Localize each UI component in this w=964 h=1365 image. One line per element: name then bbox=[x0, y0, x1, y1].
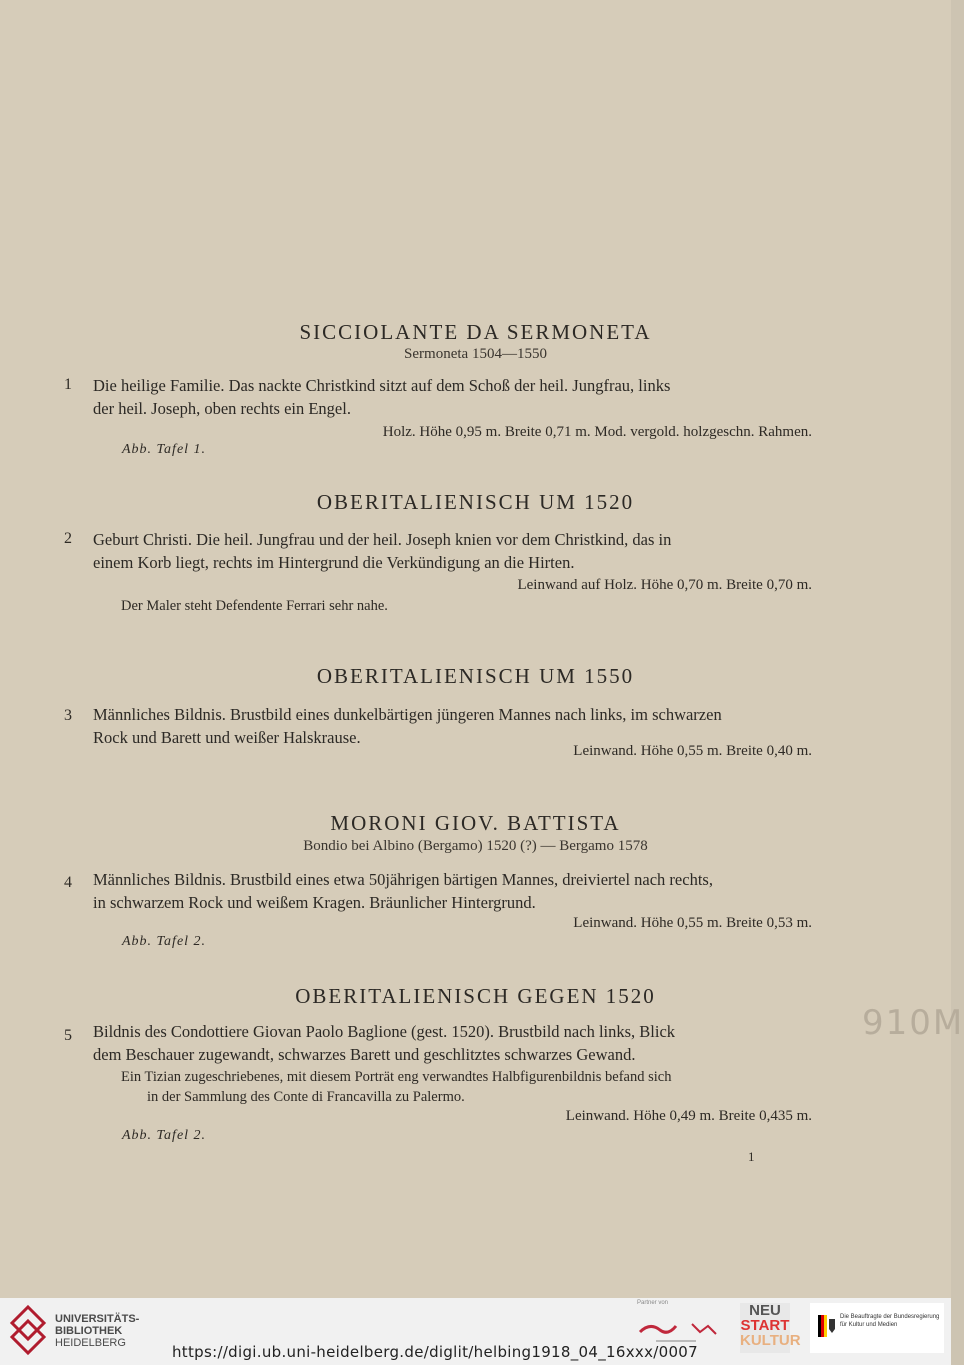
entry-text: Geburt Christi. Die heil. Jungfrau und der heil. Joseph knien vor dem Christkind, das in einem Korb liegt, rechts im Hintergrund die Verkündigung an die Hirten. bbox=[93, 530, 672, 572]
entry-meta: Leinwand auf Holz. Höhe 0,70 m. Breite 0,70 m. bbox=[517, 577, 812, 593]
entry-text: Männliches Bildnis. Brustbild eines etwa 50jährigen bärtigen Mannes, dreiviertel nach rechts, in schwarzem Rock und weißem Kragen. Bräunlicher Hintergrund. bbox=[93, 870, 713, 912]
plate-reference: Abb. Tafel 2. bbox=[122, 934, 207, 949]
permalink-url[interactable]: https://digi.ub.uni-heidelberg.de/diglit/helbing1918_04_16xxx/0007 bbox=[172, 1343, 698, 1361]
entry-meta: Leinwand. Höhe 0,55 m. Breite 0,40 m. bbox=[573, 743, 812, 759]
eagle-icon bbox=[818, 1315, 836, 1337]
entry-text: Bildnis des Condottiere Giovan Paolo Baglione (gest. 1520). Brustbild nach links, Blick dem Beschauer zugewandt, schwarzes Barett und geschlitztes schwarzes Gewand. bbox=[93, 1022, 676, 1064]
section-heading: OBERITALIENISCH GEGEN 1520 bbox=[295, 984, 656, 1008]
plate-reference: Abb. Tafel 1. bbox=[122, 442, 207, 457]
neustart-kultur-logo[interactable]: NEU START KULTUR bbox=[740, 1303, 790, 1353]
page-number: 1 bbox=[748, 1149, 755, 1164]
entry-text: Männliches Bildnis. Brustbild eines dunkelbärtigen jüngeren Mannes nach links, im schwarzen Rock und Barett und weißer Halskrause. bbox=[93, 705, 722, 747]
entry-text: Die heilige Familie. Das nackte Christkind sitzt auf dem Schoß der heil. Jungfrau, links der heil. Joseph, oben rechts ein Engel. bbox=[93, 376, 671, 418]
library-name[interactable]: UNIVERSITÄTS- BIBLIOTHEK HEIDELBERG bbox=[55, 1313, 140, 1349]
section-heading: SICCIOLANTE DA SERMONETA bbox=[299, 320, 652, 344]
entry-note: Der Maler steht Defendente Ferrari sehr nahe. bbox=[121, 598, 388, 614]
section-subheading: Bondio bei Albino (Bergamo) 1520 (?) — Bergamo 1578 bbox=[303, 838, 648, 854]
entry-number: 5 bbox=[64, 1027, 72, 1044]
university-library-logo-icon[interactable] bbox=[10, 1305, 46, 1355]
entry-note: Ein Tizian zugeschriebenes, mit diesem Porträt eng verwandtes Halbfigurenbildnis befand sich in der Sammlung des Conte di Francavilla zu Palermo. bbox=[121, 1069, 672, 1105]
section-heading: OBERITALIENISCH UM 1550 bbox=[316, 664, 635, 688]
federal-government-logo[interactable]: Die Beauftragte der Bundesregierung für Kultur und Medien bbox=[810, 1303, 944, 1353]
entry-meta: Holz. Höhe 0,95 m. Breite 0,71 m. Mod. vergold. holzgeschn. Rahmen. bbox=[382, 424, 812, 440]
entry-number: 4 bbox=[64, 874, 72, 891]
handwritten-margin-note: 910M bbox=[862, 1003, 964, 1043]
plate-reference: Abb. Tafel 2. bbox=[122, 1128, 207, 1143]
section-subheading: Sermoneta 1504—1550 bbox=[404, 346, 547, 362]
section-heading: OBERITALIENISCH UM 1520 bbox=[316, 490, 635, 514]
entry-meta: Leinwand. Höhe 0,55 m. Breite 0,53 m. bbox=[573, 915, 812, 931]
entry-number: 2 bbox=[64, 530, 72, 547]
partner-label: Partner von bbox=[637, 1300, 669, 1306]
entry-number: 1 bbox=[64, 376, 72, 393]
entry-number: 3 bbox=[64, 707, 72, 724]
section-heading: MORONI GIOV. BATTISTA bbox=[330, 811, 621, 835]
entry-meta: Leinwand. Höhe 0,49 m. Breite 0,435 m. bbox=[565, 1108, 812, 1124]
